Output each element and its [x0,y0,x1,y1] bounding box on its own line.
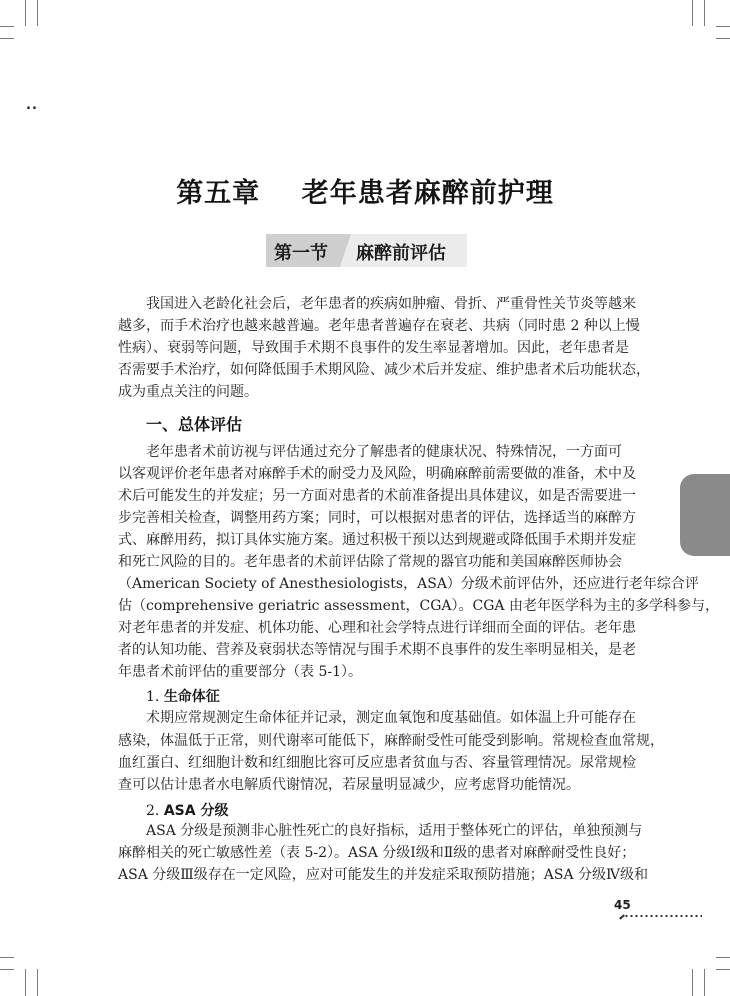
crop-mark-bottom-right-h1 [716,957,730,958]
vital-line-4: 查可以估计患者水电解质代谢情况，若尿量明显减少，应考虑肾功能情况。 [118,777,580,793]
subheading-number: 1. [146,689,160,705]
assessment-line-7: （American Society of Anesthesiologists，ASA）分级术前评估外，还应进行老年综合评 [118,576,699,592]
section-title-box [266,234,467,267]
heading-overall-assessment: 一、总体评估 [146,415,243,434]
subheading-title: 生命体征 [163,689,220,705]
assessment-line-3: 术后可能发生的并发症；另一方面对患者的术前准备提出具体建议，如是否需要进一 [118,488,636,504]
assessment-line-1: 老年患者术前访视与评估通过充分了解患者的健康状况、特殊情况，一方面可 [146,444,622,460]
assessment-line-9: 对老年患者的并发症、机体功能、心理和社会学特点进行详细而全面的评估。老年患 [118,620,636,636]
chapter-thumb-tab [680,474,730,556]
crop-mark-top-right-h2 [716,38,730,39]
subheading-title: ASA 分级 [163,803,229,819]
page-number-dotted-rule [624,914,702,918]
crop-mark-top-left-outer [25,0,26,26]
crop-mark-bottom-right-outer [704,969,705,996]
crop-mark-bottom-left-h1 [0,957,14,958]
subheading-asa [146,800,228,820]
vital-line-3: 血红蛋白、红细胞计数和红细胞比容可反应患者贫血与否、容量管理情况。尿常规检 [118,755,636,771]
subheading-number: 2. [146,803,160,819]
crop-mark-bottom-right-inner [692,969,693,996]
assessment-line-4: 步完善相关检查，调整用药方案；同时，可以根据对患者的评估，选择适当的麻醉方 [118,510,636,526]
vital-line-1: 术期应常规测定生命体征并记录，测定血氧饱和度基础值。如体温上升可能存在 [146,710,636,726]
crop-mark-top-left-inner [37,0,38,26]
section-number: 第一节 [274,243,328,264]
intro-line-5: 成为重点关注的问题。 [118,384,258,400]
section-name: 麻醉前评估 [356,243,446,264]
page-number: 45 [614,898,631,912]
crop-mark-bottom-left-inner [37,969,38,996]
crop-mark-bottom-right-h2 [716,969,730,970]
asa-line-3: ASA 分级Ⅲ级存在一定风险，应对可能发生的并发症采取预防措施；ASA 分级Ⅳ级和 [118,867,649,883]
asa-line-2: 麻醉相关的死亡敏感性差（表 5-2）。ASA 分级Ⅰ级和Ⅱ级的患者对麻醉耐受性良好； [118,845,636,861]
assessment-line-10: 者的认知功能、营养及衰弱状态等情况与围手术期不良事件的发生率明显相关，是老 [118,642,636,658]
corner-mark: .. [26,98,38,113]
intro-line-2: 越多，而手术治疗也越来越普遍。老年患者普遍存在衰老、共病（同时患 2 种以上慢 [118,318,640,334]
vital-line-2: 感染，体温低于正常，则代谢率可能低下，麻醉耐受性可能受到影响。常规检查血常规， [118,733,664,749]
assessment-line-8: 估（comprehensive geriatric assessment，CGA）。CGA 由老年医学科为主的多学科参与， [118,598,719,614]
subheading-vital-signs [146,686,220,706]
assessment-line-11: 年患者术前评估的重要部分（表 5-1）。 [118,664,362,680]
crop-mark-bottom-left-h2 [0,969,14,970]
asa-line-1: ASA 分级是预测非心脏性死亡的良好指标，适用于整体死亡的评估，单独预测与 [146,823,643,839]
assessment-line-2: 以客观评价老年患者对麻醉手术的耐受力及风险，明确麻醉前需要做的准备，术中及 [118,466,636,482]
intro-line-1: 我国进入老龄化社会后，老年患者的疾病如肿瘤、骨折、严重骨性关节炎等越来 [146,296,636,312]
assessment-line-6: 和死亡风险的目的。老年患者的术前评估除了常规的器官功能和美国麻醉医师协会 [118,554,622,570]
crop-mark-top-right-h1 [716,26,730,27]
assessment-line-5: 式、麻醉用药，拟订具体实施方案。通过积极干预以达到规避或降低围手术期并发症 [118,532,636,548]
crop-mark-bottom-left-outer [25,969,26,996]
crop-mark-top-right-outer [704,0,705,26]
crop-mark-top-left-h1 [0,26,14,27]
intro-line-3: 性病）、衰弱等问题，导致围手术期不良事件的发生率显著增加。因此，老年患者是 [118,340,629,356]
intro-line-4: 否需要手术治疗，如何降低围手术期风险、减少术后并发症、维护患者术后功能状态， [118,362,650,378]
chapter-title: 第五章 老年患者麻醉前护理 [176,178,554,209]
crop-mark-top-left-h2 [0,38,14,39]
crop-mark-top-right-inner [692,0,693,26]
